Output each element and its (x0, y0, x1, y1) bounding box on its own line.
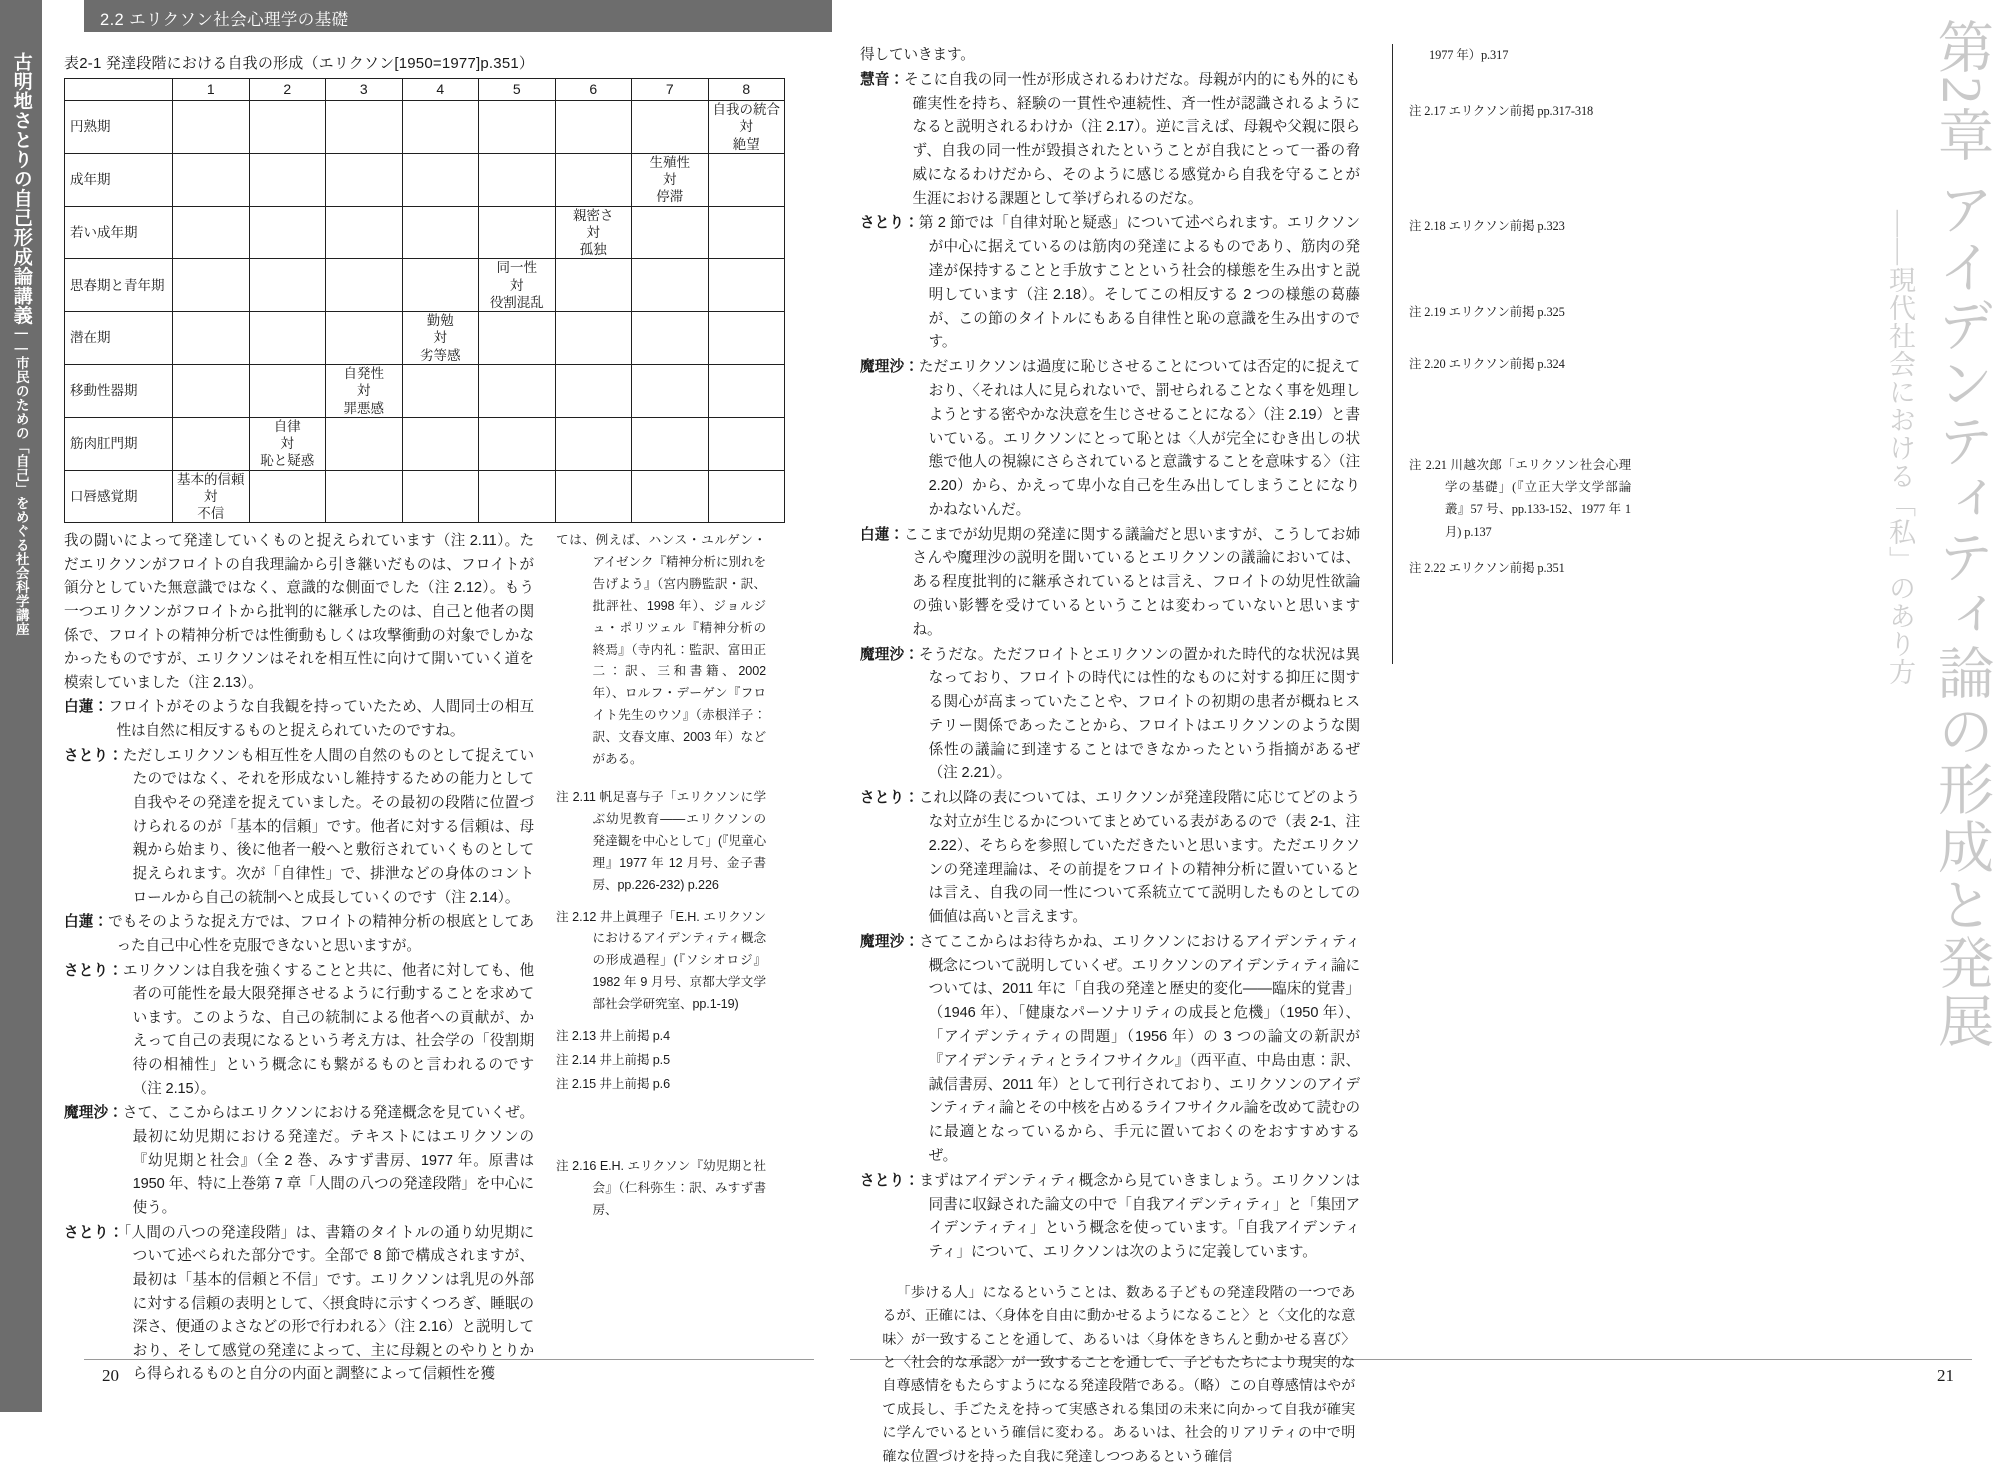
dialogue-paragraph: さとり：これ以降の表については、エリクソンが発達段階に応じてどのような対立が生じるかについてまとめている表があるので（表 2-1、注 2.22）、そちらを参照していただきたいと思います。ただエリクソンの発達理論は、その前提をフロイトの精神分析に置いているとは言え、自我の同一性について系統立てて説明したものとしての価値は高いと言えます。 (860, 790, 1360, 926)
table-col-header-1: 1 (173, 79, 250, 101)
table-col-header-6: 6 (555, 79, 632, 101)
table-empty-cell (173, 153, 250, 206)
dialogue-paragraph: さとり：まずはアイデンティティ概念から見ていきましょう。エリクソンは同書に収録された論文の中で「自我アイデンティティ」と「集団アイデンティティ」という概念を使っています。「自我アイデンティティ」について、エリクソンは次のように定義しています。 (860, 1172, 1360, 1261)
table-empty-cell (632, 417, 709, 470)
table-row (65, 312, 785, 365)
table-empty-cell (555, 312, 632, 365)
table-crisis-cell: 親密さ 対 孤独 (555, 206, 632, 259)
left-foot-rule (84, 1359, 814, 1360)
table-empty-cell (402, 206, 479, 259)
footnote: 注 2.20 エリクソン前掲 p.324 (1409, 357, 1565, 372)
speaker-name: さとり： (860, 790, 919, 807)
table-body (65, 101, 785, 523)
table-empty-cell (632, 312, 709, 365)
dialogue-paragraph: 白蓮：ここまでが幼児期の発達に関する議論だと思いますが、こうしてお姉さんや魔理沙の説明を聞いているとエリクソンの議論においては、ある程度批判的に継承されているとは言え、フロイトの幼児性欲論の強い影響を受けているということは変わっていないと思いますね。 (860, 526, 1360, 638)
table-empty-cell (555, 259, 632, 312)
table-empty-cell (402, 153, 479, 206)
footnote: 注 2.19 エリクソン前掲 p.325 (1409, 304, 1565, 319)
speaker-name: さとり： (860, 215, 919, 232)
speaker-name: 慧音： (860, 71, 905, 88)
page-left (42, 0, 832, 1412)
footnote: 注 2.11 帆足喜与子「エリクソンに学ぶ幼児教育——エリクソンの発達観を中心として」(『児童心理』1977 年 12 月号、金子書房、pp.226-232) p.226 (556, 789, 766, 892)
table-col-header-7: 7 (632, 79, 709, 101)
speaker-name: 魔理沙： (860, 359, 919, 376)
table-col-header-3: 3 (326, 79, 403, 101)
footnote: 注 2.22 エリクソン前掲 p.351 (1409, 560, 1565, 575)
quotation-paragraph: 「歩ける人」になるということは、数ある子どもの発達段階の一つであるが、正確には、〈身体を自由に動かせるようになること〉と〈文化的な意味〉が一致することを通して、あるいは〈身体をきちんと動かせる喜び〉と〈社会的な承認〉が一致することを通して、子どもたちにより現実的な自尊感情をもたらすようになる発達段階である。（略）この自尊感情はやがて成長し、手ごたえを持って実感される集団の未来に向かって自我が確実に学んでいるという確信に変わる。あるいは、社会的リアリティの中で明確な位置づけを持った自我に発達しつつあるという確信 (882, 1283, 1356, 1464)
dialogue-paragraph: さとり：エリクソンは自我を強くすることと共に、他者に対しても、他者の可能性を最大限発揮させるように行動することを求めています。このような、自己の統制による他者への貢献が、かえって自己の表現になるという考え方は、社会学の「役割期待の相補性」という概念にも繋がるものと言われるのです（注 2.15）。 (64, 962, 534, 1097)
table-crisis-cell: 自発性 対 罪悪感 (326, 364, 403, 417)
body-paragraph: 我の闘いによって発達していくものと捉えられています（注 2.11）。ただエリクソンがフロイトの自我理論から引き継いだものは、フロイトが領分としていた無意識ではなく、意識的な側面でした（注 2.12）。もう一つエリクソンがフロイトから批判的に継承したのは、自己と他者の関係で、フロイトの精神分析では性衝動もしくは攻撃衝動の対象でしかなかったものですが、エリクソンはそれを相互性に向けて開いていく道を模索していました（注 2.13）。 (64, 533, 534, 691)
footnote: 注 2.16 E.H. エリクソン『幼児期と社会』（仁科弥生：訳、みすず書房、 (556, 1158, 766, 1217)
table-row (65, 259, 785, 312)
table-empty-cell (173, 101, 250, 154)
speaker-name: 白蓮： (64, 914, 109, 931)
table-crisis-cell: 基本的信頼 対 不信 (173, 470, 250, 523)
table-row (65, 101, 785, 154)
table-stage-label: 思春期と青年期 (65, 259, 173, 312)
table-empty-cell (479, 417, 556, 470)
dialogue-paragraph: さとり：「人間の八つの発達段階」は、書籍のタイトルの通り幼児期について述べられた部分です。全部で 8 節で構成されますが、最初は「基本的信頼と不信」です。エリクソンは乳児の外部に対する信頼の表明として、〈摂食時に示すくつろぎ、睡眠の深さ、便通のよさなどの形で行われる〉（注 2.16）と説明しており、そして感覚の発達によって、主に母親とのやりとりから得られるものと自分の内面と調整によって信頼性を獲 (64, 1224, 534, 1383)
footnote: 注 2.15 井上前掲 p.6 (556, 1076, 670, 1091)
speaker-name: 白蓮： (860, 526, 905, 543)
table-empty-cell (249, 259, 326, 312)
chapter-subtitle-ghost: ——現代社会における「私」のあり方 (1885, 210, 1915, 686)
table-empty-cell (402, 101, 479, 154)
table-col-header-8: 8 (708, 79, 785, 101)
table-empty-cell (632, 470, 709, 523)
table-row (65, 470, 785, 523)
table-empty-cell (708, 206, 785, 259)
table-empty-cell (708, 153, 785, 206)
chapter-title-ghost: 第2章 アイデンティティ論の形成と発展 (1930, 18, 1992, 1050)
footnote: 注 2.17 エリクソン前掲 pp.317-318 (1409, 104, 1594, 119)
table-empty-cell (249, 206, 326, 259)
table-empty-cell (555, 101, 632, 154)
table-stage-label: 口唇感覚期 (65, 470, 173, 523)
table-stage-label: 若い成年期 (65, 206, 173, 259)
table-empty-cell (249, 470, 326, 523)
spine-title-main: 古明地さとりの自己形成論講義 (10, 52, 32, 325)
dialogue-paragraph: さとり：ただしエリクソンも相互性を人間の自然のものとして捉えていたのではなく、それを形成ないし維持するための能力として自我やその発達を捉えていました。その最初の段階に位置づけられるのが「基本的信頼」です。他者に対する信頼は、母親から始まり、後に他者一般へと敷衍されていくものとして捉えられます。次が「自律性」で、排泄などの身体のコントロールから自己の統制へと成長していくのです（注 2.14）。 (64, 747, 534, 906)
table-empty-cell (479, 364, 556, 417)
table-empty-cell (173, 312, 250, 365)
table-empty-cell (632, 259, 709, 312)
speaker-name: 魔理沙： (64, 1105, 123, 1122)
table-row (65, 153, 785, 206)
footnote: 注 2.13 井上前掲 p.4 (556, 1029, 670, 1044)
table-empty-cell (708, 312, 785, 365)
table-caption: 表2-1 発達段階における自我の形成（エリクソン[1950=1977]p.351） (64, 55, 535, 72)
table-empty-cell (632, 206, 709, 259)
table-empty-cell (402, 364, 479, 417)
table-stage-label: 筋肉肛門期 (65, 417, 173, 470)
table-stage-label: 成年期 (65, 153, 173, 206)
running-head-bar (84, 0, 832, 32)
table-stage-label: 円熟期 (65, 101, 173, 154)
table-stage-label: 移動性器期 (65, 364, 173, 417)
running-head-text: 2.2 エリクソン社会心理学の基礎 (100, 11, 349, 29)
table-empty-cell (173, 259, 250, 312)
table-empty-cell (173, 364, 250, 417)
table-crisis-cell: 自律 対 恥と疑惑 (249, 417, 326, 470)
table-empty-cell (632, 364, 709, 417)
dialogue-paragraph: 魔理沙：さて、ここからはエリクソンにおける発達概念を見ていくぜ。最初に幼児期における発達だ。テキストにはエリクソンの『幼児期と社会』（全 2 巻、みすず書房、1977 年。原書は 1950 年、特に上巻第 7 章「人間の八つの発達段階」を中心に使う。 (64, 1105, 534, 1216)
table-empty-cell (479, 470, 556, 523)
speaker-name: さとり： (64, 1224, 124, 1241)
table-col-header-2: 2 (249, 79, 326, 101)
table-col-header-5: 5 (479, 79, 556, 101)
table-empty-cell (402, 417, 479, 470)
right-page-number: 21 (1937, 1366, 1954, 1385)
left-notes-column (556, 530, 766, 1388)
table-empty-cell (708, 470, 785, 523)
table-empty-cell (555, 153, 632, 206)
table-stage-label: 潜在期 (65, 312, 173, 365)
table-empty-cell (479, 312, 556, 365)
table-crisis-cell: 生殖性 対 停滞 (632, 153, 709, 206)
table-empty-cell (249, 101, 326, 154)
footnote: 1977 年）p.317 (1429, 48, 1509, 62)
table-empty-cell (326, 259, 403, 312)
footnote: ては、例えば、ハンス・ユルゲン・アイゼンク『精神分析に別れを告げよう』（宮内勝監訳・訳、批評社、1998 年）、ジョルジュ・ポリツェル『精神分析の終焉』（寺内礼：監訳、富田正二：訳、三和書籍、2002 年）、ロルフ・デーゲン『フロイト先生のウソ』（赤根洋子：訳、文春文庫、2003 年）などがある。 (556, 533, 766, 767)
table-empty-cell (555, 417, 632, 470)
speaker-name: さとり： (64, 962, 123, 979)
table-empty-cell (173, 417, 250, 470)
development-stage-table (64, 78, 785, 523)
table-empty-cell (479, 206, 556, 259)
table-empty-cell (402, 470, 479, 523)
table-crisis-cell: 同一性 対 役割混乱 (479, 259, 556, 312)
footnote: 注 2.18 エリクソン前掲 p.323 (1409, 218, 1565, 233)
table-empty-cell (555, 470, 632, 523)
block-quotation (860, 1281, 1360, 1468)
left-page-number: 20 (102, 1366, 119, 1385)
table-empty-cell (479, 153, 556, 206)
table-row (65, 417, 785, 470)
speaker-name: さとり： (860, 1172, 920, 1189)
table-empty-cell (326, 206, 403, 259)
left-page-body (64, 530, 786, 1388)
table-empty-cell (326, 312, 403, 365)
table-empty-cell (326, 470, 403, 523)
dialogue-paragraph: 慧音：そこに自我の同一性が形成されるわけだな。母親が内的にも外的にも確実性を持ち、経験の一貫性や連続性、斉一性が認識されるようになると説明されるわけか（注 2.17）。逆に言えば、母親や父親に限らず、自我の同一性が毀損されたということが自我にとって一番の脅威になるわけだから、そのように感じる感覚から自我を守ることが生涯における課題として挙げられるのだな。 (860, 71, 1360, 207)
table-empty-cell (708, 259, 785, 312)
table-empty-cell (326, 153, 403, 206)
table-empty-cell (249, 153, 326, 206)
table-crisis-cell: 自我の統合 対 絶望 (708, 101, 785, 154)
footnote: 注 2.21 川越次郎「エリクソン社会心理学の基礎」(『立正大学文学部論叢』57 号、pp.133-152、1977 年 1 月) p.137 (1409, 457, 1631, 539)
footnote: 注 2.14 井上前掲 p.5 (556, 1052, 670, 1067)
table-row (65, 206, 785, 259)
spine-title-sub: ——市民のための「自己」をめぐる社会科学講座 (13, 325, 29, 636)
right-notes-column (1392, 44, 1631, 664)
speaker-name: さとり： (64, 747, 123, 764)
dialogue-paragraph: 魔理沙：さてここからはお待ちかね、エリクソンにおけるアイデンティティ概念について説明していくぜ。エリクソンのアイデンティティ論については、2011 年に「自我の発達と歴史的変化——臨床的覚書」（1946 年）、「健康なパーソナリティの成長と危機」（1950 年）、「アイデンティティの問題」（1956 年）の 3 つの論文の新訳が『アイデンティティとライフサイクル』（西平直、中島由恵：訳、誠信書房、2011 年）として刊行されており、エリクソンのアイデンティティ論とその中核を占めるライフサイクル論を改めて読むのに最適となっているから、手元に置いておくのをおすすめするぜ。 (860, 933, 1360, 1164)
table-empty-cell (479, 101, 556, 154)
speaker-name: 白蓮： (64, 699, 109, 716)
speaker-name: 魔理沙： (860, 646, 919, 663)
table-empty-cell (249, 312, 326, 365)
table-empty-cell (555, 364, 632, 417)
dialogue-paragraph: 白蓮：でもそのような捉え方では、フロイトの精神分析の根底としてあった自己中心性を克服できないと思いますが。 (64, 914, 534, 954)
table-empty-cell (402, 259, 479, 312)
dialogue-paragraph: 白蓮：フロイトがそのような自我観を持っていたため、人間同士の相互性は自然に相反するものと捉えられていたのですね。 (64, 699, 534, 740)
table-2-1-container (64, 52, 784, 523)
dialogue-paragraph: 魔理沙：ただエリクソンは過度に恥じさせることについては否定的に捉えており、〈それは人に見られないで、罰せられることなく事を処理しようとする密やかな決意を生じさせることになる〉（注 2.19）と書いている。エリクソンにとって恥とは〈人が完全にむき出しの状態で他人の視線にさらされていると意識することを意味する〉（注 2.20）から、かえって卑小な自己を生み出してしまうことになりかねないんだ。 (860, 359, 1360, 518)
table-col-header-4: 4 (402, 79, 479, 101)
table-empty-cell (708, 417, 785, 470)
table-row (65, 364, 785, 417)
book-spine (0, 0, 42, 1412)
spine-title (11, 52, 30, 1332)
footnote: 注 2.12 井上眞理子「E.H. エリクソンにおけるアイデンティティ概念の形成過程」(『ソシオロジ』1982 年 9 月号、京都大学文学部社会学研究室、pp.1-19) (556, 909, 766, 1012)
speaker-name: 魔理沙： (860, 933, 920, 950)
table-empty-cell (326, 101, 403, 154)
right-main-column (860, 44, 1360, 1468)
table-empty-cell (326, 417, 403, 470)
dialogue-paragraph: さとり：第 2 節では「自律対恥と疑惑」について述べられます。エリクソンが中心に据えているのは筋肉の発達によるものであり、筋肉の発達が保持することと手放すことという社会的様態を生み出すと説明しています（注 2.18）。そしてこの相反する 2 つの様態の葛藤が、この節のタイトルにもある自律性と恥の意識を生み出すのです。 (860, 215, 1361, 351)
table-crisis-cell: 勤勉 対 劣等感 (402, 312, 479, 365)
dialogue-paragraph: 魔理沙：そうだな。ただフロイトとエリクソンの置かれた時代的な状況は異なっており、フロイトの時代には性的なものに対する抑圧に関する関心が高まっていたことや、フロイトの初期の患者が概ねヒステリー関係であったことから、フロイトはエリクソンのような関係性の議論に到達することはできなかったという指摘があるぜ（注 2.21）。 (860, 646, 1360, 782)
body-paragraph: 得していきます。 (860, 47, 975, 63)
table-header-row (65, 79, 785, 101)
page-right (832, 0, 2000, 1464)
left-main-column (64, 530, 534, 1388)
table-empty-cell (632, 101, 709, 154)
table-empty-cell (708, 364, 785, 417)
table-corner-cell (65, 79, 173, 101)
table-empty-cell (249, 364, 326, 417)
table-empty-cell (173, 206, 250, 259)
